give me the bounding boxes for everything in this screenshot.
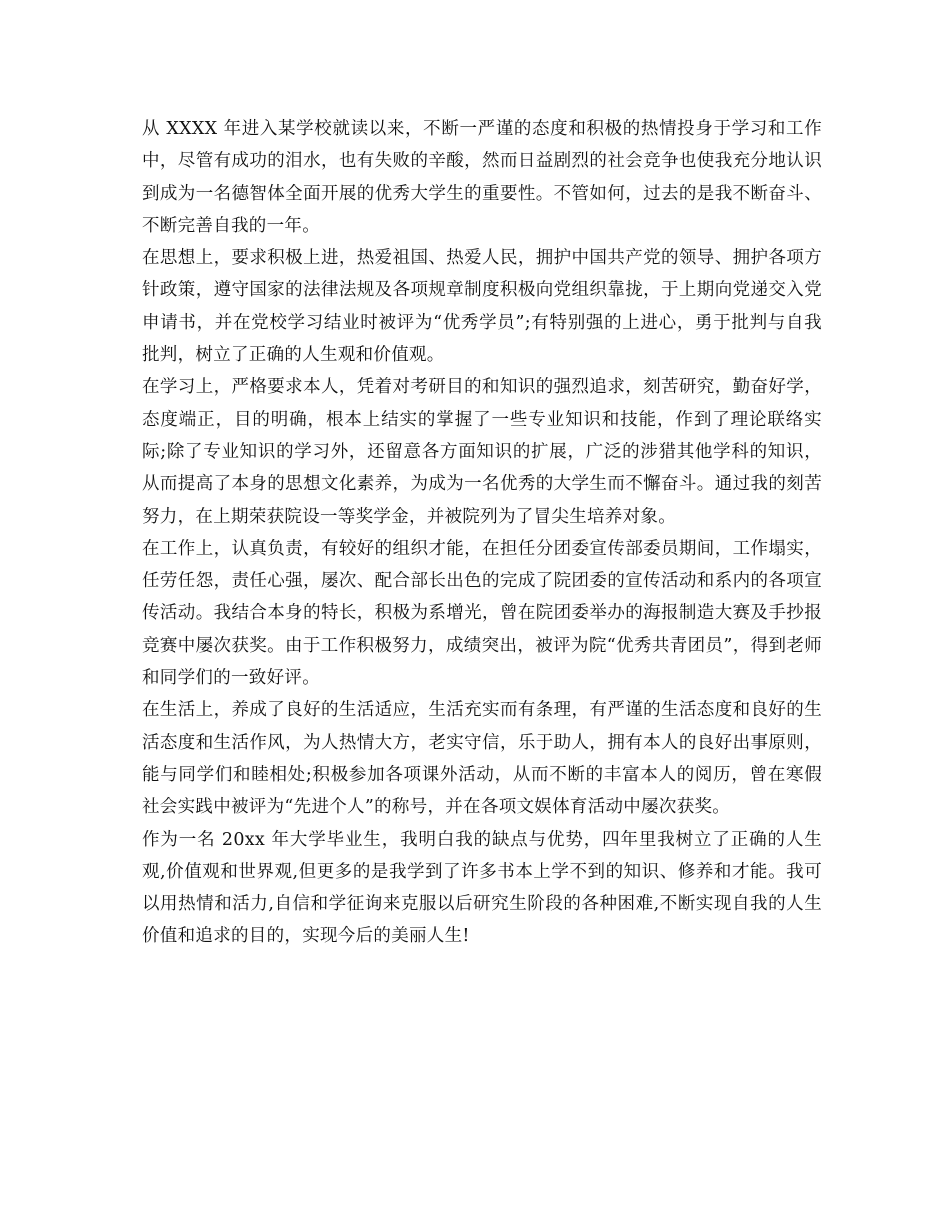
paragraph-life: 在生活上，养成了良好的生活适应，生活充实而有条理，有严谨的生活态度和良好的生活态度和生活作风，为人热情大方，老实守信，乐于助人，拥有本人的良好出事原则，能与同学们和睦相处;积极参加各项课外活动，从而不断的丰富本人的阅历，曾在寒假社会实践中被评为“先进个人”的称号，并在各项文娱体育活动中屡次获奖。 [142, 700, 822, 818]
document-body [142, 113, 822, 953]
paragraph-work: 在工作上，认真负责，有较好的组织才能，在担任分团委宣传部委员期间，工作塌实，任劳任怨，责任心强，屡次、配合部长出色的完成了院团委的宣传活动和系内的各项宣传活动。我结合本身的特长，积极为系增光，曾在院团委举办的海报制造大赛及手抄报竞赛中屡次获奖。由于工作积极努力，成绩突出，被评为院“优秀共青团员”，得到老师和同学们的一致好评。 [142, 538, 822, 689]
paragraph-conclusion: 作为一名 20xx 年大学毕业生，我明白我的缺点与优势，四年里我树立了正确的人生观,价值观和世界观,但更多的是我学到了许多书本上学不到的知识、修养和才能。我可以用热情和活力,自信和学征询来克服以后研究生阶段的各种困难,不断实现自我的人生价值和追求的目的，实现今后的美丽人生! [142, 829, 822, 947]
paragraph-intro: 从 XXXX 年进入某学校就读以来，不断一严谨的态度和积极的热情投身于学习和工作中，尽管有成功的泪水，也有失败的辛酸，然而日益剧烈的社会竞争也使我充分地认识到成为一名德智体全面开展的优秀大学生的重要性。不管如何，过去的是我不断奋斗、不断完善自我的一年。 [142, 119, 822, 236]
paragraph-study: 在学习上，严格要求本人，凭着对考研目的和知识的强烈追求，刻苦研究，勤奋好学，态度端正，目的明确，根本上结实的掌握了一些专业知识和技能，作到了理论联络实际;除了专业知识的学习外，还留意各方面知识的扩展，广泛的涉猎其他学科的知识，从而提高了本身的思想文化素养，为成为一名优秀的大学生而不懈奋斗。通过我的刻苦努力，在上期荣获院设一等奖学金，并被院列为了冒尖生培养对象。 [142, 377, 822, 527]
paragraph-thought: 在思想上，要求积极上进，热爱祖国、热爱人民，拥护中国共产党的领导、拥护各项方针政策，遵守国家的法律法规及各项规章制度积极向党组织靠拢，于上期向党递交入党申请书，并在党校学习结业时被评为“优秀学员”;有特别强的上进心，勇于批判与自我批判，树立了正确的人生观和价值观。 [142, 248, 822, 366]
